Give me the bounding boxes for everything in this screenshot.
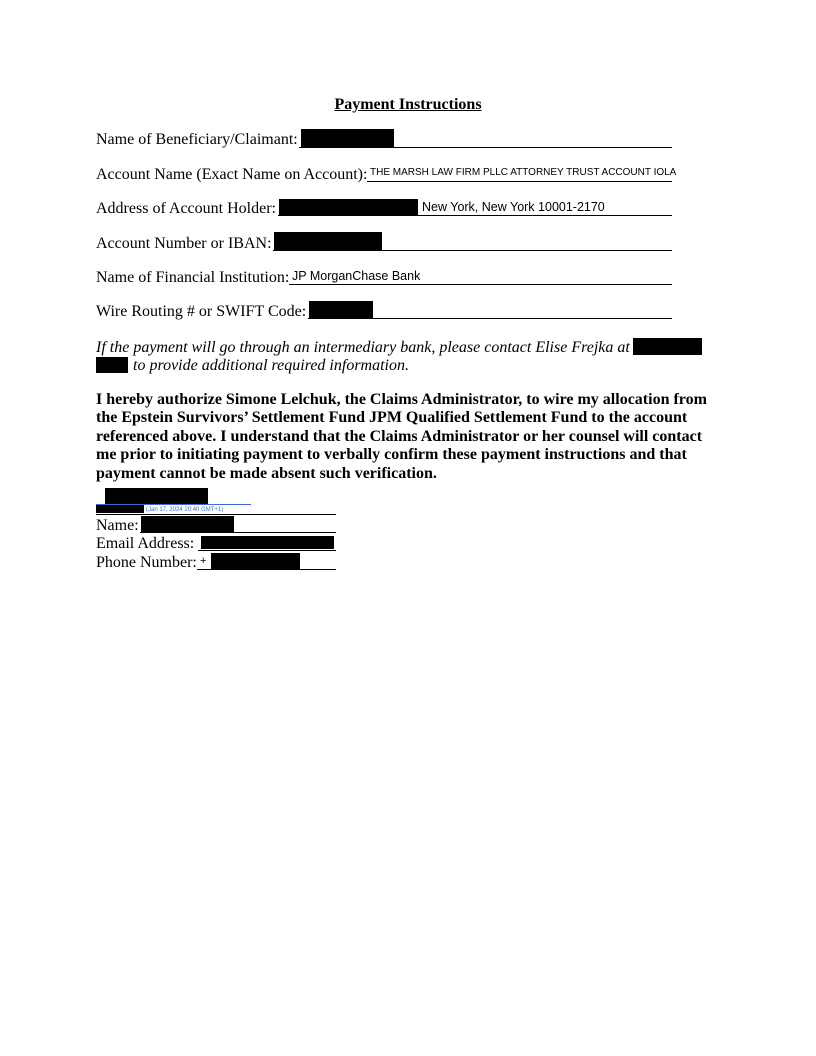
redaction-box — [141, 516, 234, 532]
redaction-box — [96, 357, 128, 373]
redaction-box — [211, 553, 300, 569]
account-number-label: Account Number or IBAN: — [96, 235, 272, 252]
email-line — [198, 550, 336, 551]
redaction-box — [96, 505, 144, 513]
address-value: New York, New York 10001-2170 — [422, 200, 605, 214]
redaction-box — [309, 301, 373, 318]
institution-value: JP MorganChase Bank — [292, 269, 421, 283]
redaction-box — [279, 199, 418, 216]
account-number-line — [273, 250, 672, 251]
beneficiary-label: Name of Beneficiary/Claimant: — [96, 131, 298, 148]
redaction-box — [633, 338, 702, 355]
email-label: Email Address: — [96, 535, 195, 552]
institution-line — [289, 284, 672, 285]
redaction-box — [201, 536, 334, 549]
page-title: Payment Instructions — [334, 96, 482, 113]
routing-label: Wire Routing # or SWIFT Code: — [96, 303, 307, 320]
account-name-value: THE MARSH LAW FIRM PLLC ATTORNEY TRUST ACCOUNT IOLA — [370, 167, 677, 178]
signature-redaction — [105, 488, 208, 505]
beneficiary-line — [299, 147, 672, 148]
routing-line — [308, 318, 672, 319]
account-name-line — [367, 181, 672, 182]
intermediary-note-line1: If the payment will go through an intermediary bank, please contact Elise Frejka at — [96, 339, 630, 356]
account-name-label: Account Name (Exact Name on Account): — [96, 166, 368, 183]
phone-label: Phone Number: — [96, 554, 197, 571]
intermediary-note-line2: to provide additional required information. — [133, 357, 409, 374]
institution-label: Name of Financial Institution: — [96, 269, 290, 286]
name-line — [140, 532, 336, 533]
authorization-text: I hereby authorize Simone Lelchuk, the Claims Administrator, to wire my allocation from the Epstein Survivors’ Settlement Fund JPM Qualified Settlement Fund to the account referenced above. I understand that the Claims Administrator or her counsel will contact me prior to initiating payment to verbally confirm these payment instructions and that payment cannot be made absent such verification. — [96, 391, 707, 482]
name-label: Name: — [96, 517, 139, 534]
phone-line — [197, 569, 336, 570]
phone-prefix: + — [200, 555, 207, 567]
signature-timestamp: (Jan 17, 2024 20:40 GMT+1) — [146, 507, 224, 513]
signature-underline — [96, 514, 336, 515]
address-label: Address of Account Holder: — [96, 200, 276, 217]
redaction-box — [301, 129, 394, 147]
redaction-box — [274, 232, 382, 250]
